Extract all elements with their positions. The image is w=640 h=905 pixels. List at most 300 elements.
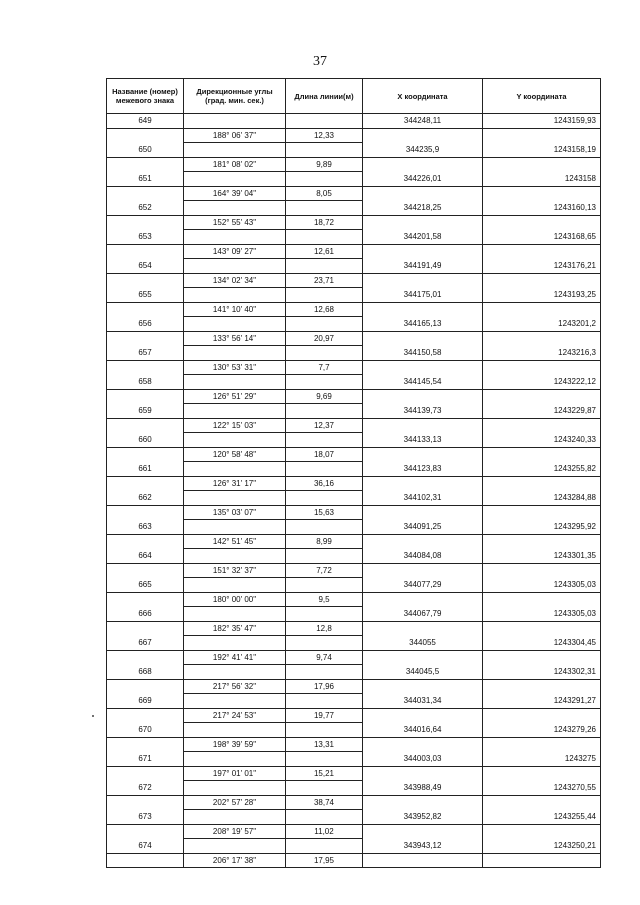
table-row xyxy=(107,563,601,578)
header-line-length: Длина линии(м) xyxy=(286,79,363,114)
x-coordinate: 344165,13 xyxy=(363,317,483,332)
x-coordinate: 344201,58 xyxy=(363,230,483,245)
y-spacer xyxy=(483,418,601,433)
y-coordinate: 1243159,93 xyxy=(483,114,601,129)
bearing-angle: 151° 32' 37" xyxy=(184,563,286,578)
bearing-angle: 143° 09' 27" xyxy=(184,244,286,259)
line-length: 7,72 xyxy=(286,563,363,578)
angle-spacer xyxy=(184,404,286,419)
y-spacer xyxy=(483,157,601,172)
name-spacer xyxy=(107,853,184,868)
y-coordinate: 1243250,21 xyxy=(483,839,601,854)
x-spacer xyxy=(363,244,483,259)
length-spacer xyxy=(286,723,363,738)
y-spacer xyxy=(483,853,601,868)
table-row xyxy=(107,244,601,259)
x-coordinate: 344175,01 xyxy=(363,288,483,303)
marker-name: 658 xyxy=(107,375,184,390)
length-spacer xyxy=(286,694,363,709)
line-length: 12,33 xyxy=(286,128,363,143)
name-spacer xyxy=(107,592,184,607)
table-row xyxy=(107,462,601,477)
line-length: 38,74 xyxy=(286,795,363,810)
table-row xyxy=(107,853,601,868)
length-spacer xyxy=(286,433,363,448)
marker-name: 665 xyxy=(107,578,184,593)
line-length: 12,37 xyxy=(286,418,363,433)
x-spacer xyxy=(363,447,483,462)
marker-name: 671 xyxy=(107,752,184,767)
header-bearing-angle: Дирекционные углы (град. мин. сек.) xyxy=(184,79,286,114)
name-spacer xyxy=(107,215,184,230)
line-length: 17,96 xyxy=(286,679,363,694)
name-spacer xyxy=(107,447,184,462)
scan-speck xyxy=(92,715,94,717)
table-row xyxy=(107,418,601,433)
y-spacer xyxy=(483,621,601,636)
y-coordinate: 1243284,88 xyxy=(483,491,601,506)
length-spacer xyxy=(286,230,363,245)
x-spacer xyxy=(363,795,483,810)
line-length: 13,31 xyxy=(286,737,363,752)
length-spacer xyxy=(286,114,363,129)
marker-name: 661 xyxy=(107,462,184,477)
x-spacer xyxy=(363,389,483,404)
table-row xyxy=(107,288,601,303)
length-spacer xyxy=(286,520,363,535)
x-coordinate: 344218,25 xyxy=(363,201,483,216)
x-coordinate: 344226,01 xyxy=(363,172,483,187)
line-length: 23,71 xyxy=(286,273,363,288)
y-coordinate: 1243216,3 xyxy=(483,346,601,361)
marker-name: 654 xyxy=(107,259,184,274)
bearing-angle: 133° 56' 14" xyxy=(184,331,286,346)
x-coordinate: 344016,64 xyxy=(363,723,483,738)
length-spacer xyxy=(286,404,363,419)
x-spacer xyxy=(363,331,483,346)
marker-name: 673 xyxy=(107,810,184,825)
angle-spacer xyxy=(184,810,286,825)
bearing-angle: 197° 01' 01" xyxy=(184,766,286,781)
y-spacer xyxy=(483,708,601,723)
name-spacer xyxy=(107,824,184,839)
angle-spacer xyxy=(184,317,286,332)
x-spacer xyxy=(363,157,483,172)
length-spacer xyxy=(286,607,363,622)
table-row xyxy=(107,752,601,767)
line-length: 15,21 xyxy=(286,766,363,781)
x-coordinate: 344077,29 xyxy=(363,578,483,593)
length-spacer xyxy=(286,317,363,332)
y-coordinate: 1243255,44 xyxy=(483,810,601,825)
length-spacer xyxy=(286,839,363,854)
length-spacer xyxy=(286,810,363,825)
length-spacer xyxy=(286,172,363,187)
x-spacer xyxy=(363,186,483,201)
name-spacer xyxy=(107,302,184,317)
x-spacer xyxy=(363,592,483,607)
length-spacer xyxy=(286,578,363,593)
y-spacer xyxy=(483,447,601,462)
y-spacer xyxy=(483,505,601,520)
table-body xyxy=(107,114,601,868)
length-spacer xyxy=(286,636,363,651)
name-spacer xyxy=(107,737,184,752)
table-row xyxy=(107,781,601,796)
table-row xyxy=(107,534,601,549)
y-coordinate: 1243222,12 xyxy=(483,375,601,390)
table-row xyxy=(107,360,601,375)
x-coordinate: 344031,34 xyxy=(363,694,483,709)
angle-spacer xyxy=(184,462,286,477)
marker-name: 669 xyxy=(107,694,184,709)
y-coordinate: 1243270,55 xyxy=(483,781,601,796)
angle-spacer xyxy=(184,375,286,390)
x-coordinate: 344102,31 xyxy=(363,491,483,506)
name-spacer xyxy=(107,650,184,665)
table-row xyxy=(107,186,601,201)
marker-name: 666 xyxy=(107,607,184,622)
length-spacer xyxy=(286,462,363,477)
marker-name: 667 xyxy=(107,636,184,651)
table-row xyxy=(107,273,601,288)
y-spacer xyxy=(483,389,601,404)
x-spacer xyxy=(363,853,483,868)
line-length: 18,72 xyxy=(286,215,363,230)
name-spacer xyxy=(107,621,184,636)
x-spacer xyxy=(363,302,483,317)
table-header xyxy=(107,79,601,114)
y-spacer xyxy=(483,128,601,143)
y-spacer xyxy=(483,679,601,694)
page-number: 37 xyxy=(313,54,327,69)
table-row xyxy=(107,331,601,346)
angle-spacer xyxy=(184,781,286,796)
marker-name: 649 xyxy=(107,114,184,129)
x-coordinate: 344084,08 xyxy=(363,549,483,564)
header-x-coordinate: X координата xyxy=(363,79,483,114)
bearing-angle: 152° 55' 43" xyxy=(184,215,286,230)
bearing-angle: 142° 51' 45" xyxy=(184,534,286,549)
angle-spacer xyxy=(184,694,286,709)
marker-name: 663 xyxy=(107,520,184,535)
marker-name: 650 xyxy=(107,143,184,158)
line-length: 9,89 xyxy=(286,157,363,172)
table-row xyxy=(107,302,601,317)
table-row xyxy=(107,404,601,419)
name-spacer xyxy=(107,563,184,578)
bearing-angle: 126° 51' 29" xyxy=(184,389,286,404)
name-spacer xyxy=(107,186,184,201)
bearing-angle: 202° 57' 28" xyxy=(184,795,286,810)
bearing-angle: 217° 24' 53" xyxy=(184,708,286,723)
table-row xyxy=(107,592,601,607)
y-coordinate: 1243305,03 xyxy=(483,607,601,622)
angle-spacer xyxy=(184,839,286,854)
x-coordinate: 344191,49 xyxy=(363,259,483,274)
y-spacer xyxy=(483,331,601,346)
angle-spacer xyxy=(184,288,286,303)
marker-name: 670 xyxy=(107,723,184,738)
y-coordinate: 1243291,27 xyxy=(483,694,601,709)
angle-spacer xyxy=(184,752,286,767)
length-spacer xyxy=(286,752,363,767)
bearing-angle: 164° 39' 04" xyxy=(184,186,286,201)
table-row xyxy=(107,317,601,332)
angle-spacer xyxy=(184,143,286,158)
y-coordinate: 1243305,03 xyxy=(483,578,601,593)
name-spacer xyxy=(107,273,184,288)
name-spacer xyxy=(107,331,184,346)
table-row xyxy=(107,723,601,738)
y-spacer xyxy=(483,563,601,578)
y-coordinate: 1243240,33 xyxy=(483,433,601,448)
angle-spacer xyxy=(184,172,286,187)
table-row xyxy=(107,143,601,158)
x-coordinate: 344123,83 xyxy=(363,462,483,477)
y-spacer xyxy=(483,273,601,288)
name-spacer xyxy=(107,418,184,433)
table-row xyxy=(107,201,601,216)
x-coordinate: 344055 xyxy=(363,636,483,651)
table-row xyxy=(107,491,601,506)
x-spacer xyxy=(363,128,483,143)
table-row xyxy=(107,230,601,245)
table-row xyxy=(107,636,601,651)
line-length: 11,02 xyxy=(286,824,363,839)
bearing-angle: 134° 02' 34" xyxy=(184,273,286,288)
x-coordinate: 344133,13 xyxy=(363,433,483,448)
bearing-angle: 135° 03' 07" xyxy=(184,505,286,520)
x-spacer xyxy=(363,737,483,752)
marker-name: 655 xyxy=(107,288,184,303)
x-coordinate: 344139,73 xyxy=(363,404,483,419)
x-coordinate: 344235,9 xyxy=(363,143,483,158)
x-spacer xyxy=(363,824,483,839)
marker-name: 652 xyxy=(107,201,184,216)
table-row xyxy=(107,737,601,752)
name-spacer xyxy=(107,795,184,810)
y-spacer xyxy=(483,534,601,549)
name-spacer xyxy=(107,244,184,259)
bearing-angle: 217° 56' 32" xyxy=(184,679,286,694)
length-spacer xyxy=(286,346,363,361)
x-coordinate: 343952,82 xyxy=(363,810,483,825)
bearing-angle: 141° 10' 40" xyxy=(184,302,286,317)
line-length: 17,95 xyxy=(286,853,363,868)
y-coordinate: 1243229,87 xyxy=(483,404,601,419)
length-spacer xyxy=(286,288,363,303)
x-coordinate: 344091,25 xyxy=(363,520,483,535)
name-spacer xyxy=(107,505,184,520)
x-spacer xyxy=(363,621,483,636)
marker-name: 672 xyxy=(107,781,184,796)
line-length: 12,61 xyxy=(286,244,363,259)
table-row xyxy=(107,621,601,636)
length-spacer xyxy=(286,259,363,274)
bearing-angle: 122° 15' 03" xyxy=(184,418,286,433)
table-row xyxy=(107,476,601,491)
line-length: 12,8 xyxy=(286,621,363,636)
bearing-angle: 130° 53' 31" xyxy=(184,360,286,375)
angle-spacer xyxy=(184,520,286,535)
table-row xyxy=(107,433,601,448)
angle-spacer xyxy=(184,201,286,216)
table-row xyxy=(107,172,601,187)
line-length: 20,97 xyxy=(286,331,363,346)
line-length: 8,99 xyxy=(286,534,363,549)
bearing-angle: 208° 19' 57" xyxy=(184,824,286,839)
length-spacer xyxy=(286,201,363,216)
name-spacer xyxy=(107,534,184,549)
angle-spacer xyxy=(184,607,286,622)
y-coordinate: 1243304,45 xyxy=(483,636,601,651)
x-spacer xyxy=(363,418,483,433)
table-row xyxy=(107,650,601,665)
y-spacer xyxy=(483,795,601,810)
length-spacer xyxy=(286,549,363,564)
name-spacer xyxy=(107,389,184,404)
line-length: 15,63 xyxy=(286,505,363,520)
marker-name: 664 xyxy=(107,549,184,564)
x-coordinate: 344067,79 xyxy=(363,607,483,622)
angle-spacer xyxy=(184,636,286,651)
table-row xyxy=(107,607,601,622)
y-coordinate: 1243158 xyxy=(483,172,601,187)
x-spacer xyxy=(363,534,483,549)
table-row xyxy=(107,505,601,520)
name-spacer xyxy=(107,766,184,781)
y-spacer xyxy=(483,824,601,839)
length-spacer xyxy=(286,143,363,158)
angle-spacer xyxy=(184,346,286,361)
x-coordinate: 343943,12 xyxy=(363,839,483,854)
table-row xyxy=(107,128,601,143)
bearing-angle: 126° 31' 17" xyxy=(184,476,286,491)
table-row xyxy=(107,346,601,361)
marker-name: 660 xyxy=(107,433,184,448)
y-coordinate: 1243255,82 xyxy=(483,462,601,477)
table-row xyxy=(107,679,601,694)
table-row xyxy=(107,389,601,404)
name-spacer xyxy=(107,360,184,375)
table-row xyxy=(107,795,601,810)
length-spacer xyxy=(286,491,363,506)
table-row xyxy=(107,694,601,709)
table-row xyxy=(107,157,601,172)
x-spacer xyxy=(363,650,483,665)
y-spacer xyxy=(483,360,601,375)
table-row xyxy=(107,766,601,781)
angle-spacer xyxy=(184,230,286,245)
y-coordinate: 1243168,65 xyxy=(483,230,601,245)
length-spacer xyxy=(286,665,363,680)
y-spacer xyxy=(483,766,601,781)
bearing-angle: 206° 17' 38" xyxy=(184,853,286,868)
angle-spacer xyxy=(184,491,286,506)
y-spacer xyxy=(483,476,601,491)
x-coordinate: 344145,54 xyxy=(363,375,483,390)
line-length: 36,16 xyxy=(286,476,363,491)
name-spacer xyxy=(107,128,184,143)
table-row xyxy=(107,665,601,680)
table-row xyxy=(107,375,601,390)
angle-spacer xyxy=(184,665,286,680)
line-length: 12,68 xyxy=(286,302,363,317)
table-row xyxy=(107,824,601,839)
x-coordinate: 344003,03 xyxy=(363,752,483,767)
name-spacer xyxy=(107,157,184,172)
x-spacer xyxy=(363,273,483,288)
angle-spacer xyxy=(184,723,286,738)
y-spacer xyxy=(483,244,601,259)
bearing-angle: 192° 41' 41" xyxy=(184,650,286,665)
angle-spacer xyxy=(184,578,286,593)
y-spacer xyxy=(483,737,601,752)
marker-name: 653 xyxy=(107,230,184,245)
angle-spacer xyxy=(184,259,286,274)
y-spacer xyxy=(483,650,601,665)
name-spacer xyxy=(107,476,184,491)
marker-name: 659 xyxy=(107,404,184,419)
angle-spacer xyxy=(184,114,286,129)
y-coordinate: 1243302,31 xyxy=(483,665,601,680)
x-spacer xyxy=(363,766,483,781)
marker-name: 651 xyxy=(107,172,184,187)
line-length: 8,05 xyxy=(286,186,363,201)
bearing-angle: 198° 39' 59" xyxy=(184,737,286,752)
x-spacer xyxy=(363,708,483,723)
angle-spacer xyxy=(184,433,286,448)
x-spacer xyxy=(363,215,483,230)
line-length: 18,07 xyxy=(286,447,363,462)
bearing-angle: 180° 00' 00" xyxy=(184,592,286,607)
table-row xyxy=(107,839,601,854)
y-coordinate: 1243158,19 xyxy=(483,143,601,158)
angle-spacer xyxy=(184,549,286,564)
y-coordinate: 1243201,2 xyxy=(483,317,601,332)
marker-name: 657 xyxy=(107,346,184,361)
y-coordinate: 1243176,21 xyxy=(483,259,601,274)
table-row xyxy=(107,549,601,564)
x-spacer xyxy=(363,505,483,520)
y-coordinate: 1243279,26 xyxy=(483,723,601,738)
length-spacer xyxy=(286,781,363,796)
line-length: 7,7 xyxy=(286,360,363,375)
table-row xyxy=(107,578,601,593)
table-row xyxy=(107,520,601,535)
y-spacer xyxy=(483,302,601,317)
y-spacer xyxy=(483,186,601,201)
header-marker-name: Название (номер) межевого знака xyxy=(107,79,184,114)
x-coordinate: 344045,5 xyxy=(363,665,483,680)
table-row xyxy=(107,215,601,230)
marker-name: 656 xyxy=(107,317,184,332)
name-spacer xyxy=(107,679,184,694)
name-spacer xyxy=(107,708,184,723)
x-coordinate: 343988,49 xyxy=(363,781,483,796)
table-row xyxy=(107,114,601,129)
line-length: 9,74 xyxy=(286,650,363,665)
table-row xyxy=(107,447,601,462)
bearing-angle: 181° 08' 02" xyxy=(184,157,286,172)
table-row xyxy=(107,810,601,825)
line-length: 9,5 xyxy=(286,592,363,607)
bearing-angle: 188° 06' 37" xyxy=(184,128,286,143)
y-coordinate: 1243301,35 xyxy=(483,549,601,564)
y-spacer xyxy=(483,215,601,230)
y-coordinate: 1243275 xyxy=(483,752,601,767)
